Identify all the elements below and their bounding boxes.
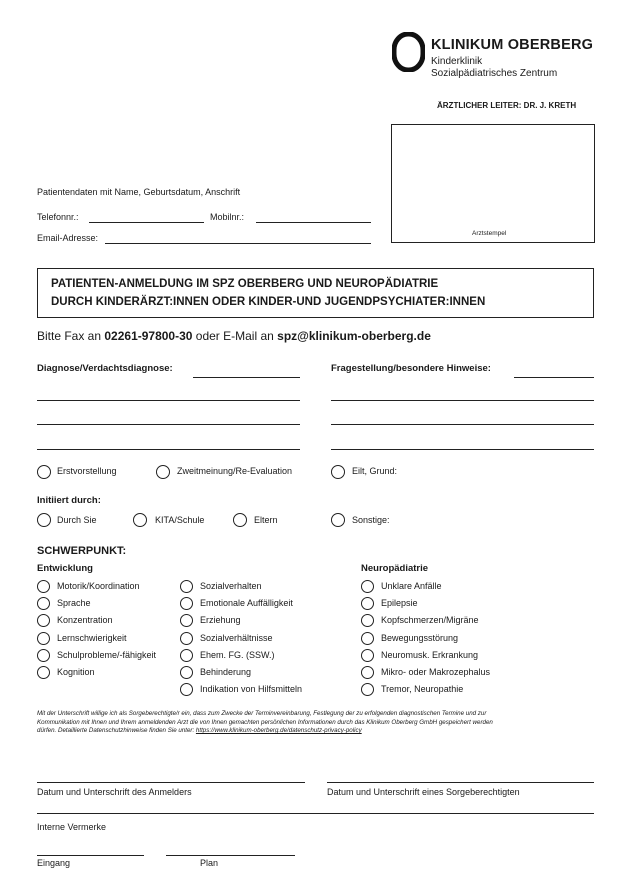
development-option-radio[interactable] — [180, 632, 193, 645]
brand-sub-kinderklinik: Kinderklinik — [431, 56, 483, 67]
plan-line[interactable] — [166, 855, 295, 856]
radio-kita-schule[interactable] — [133, 513, 147, 527]
development-option-label: Indikation von Hilfsmitteln — [200, 684, 303, 695]
consent-line-3-wrap — [37, 727, 493, 736]
phone-label: Telefonnr.: — [37, 212, 79, 222]
consent-line-3: dürfen. Detaillierte Datenschutzhinweise finden Sie unter: — [37, 727, 196, 734]
signature-left-label: Datum und Unterschrift des Anmelders — [37, 787, 192, 797]
development-option-radio[interactable] — [180, 580, 193, 593]
internal-label: Interne Vermerke — [37, 822, 107, 832]
development-option-label: Behinderung — [200, 667, 252, 677]
neuro-option-label: Epilepsie — [381, 598, 418, 609]
radio-zweitmeinung[interactable] — [156, 465, 170, 479]
neuro-option-label: Neuromusk. Erkrankung — [381, 649, 479, 660]
development-option-radio[interactable] — [180, 649, 193, 662]
development-option-radio[interactable] — [37, 632, 50, 645]
neuro-option-label: Unklare Anfälle — [381, 581, 442, 591]
option-eltern: Eltern — [254, 515, 278, 525]
separator-line — [37, 813, 594, 814]
title-box — [37, 268, 594, 318]
email-label: Email-Adresse: — [37, 233, 99, 243]
development-option-label: Ehem. FG. (SSW.) — [200, 649, 275, 660]
neuro-option-label: Mikro- oder Makrozephalus — [381, 667, 491, 677]
phone-field[interactable] — [89, 222, 204, 223]
development-option-radio[interactable] — [180, 614, 193, 627]
option-zweitmeinung: Zweitmeinung/Re-Evaluation — [177, 466, 293, 476]
mobile-field[interactable] — [256, 222, 371, 223]
development-option-label: Lernschwierigkeit — [57, 632, 127, 643]
mobile-label: Mobilnr.: — [210, 212, 245, 222]
entry-line[interactable] — [37, 855, 144, 856]
development-option-label: Erziehung — [200, 615, 241, 626]
development-option-radio[interactable] — [37, 580, 50, 593]
brand-name: KLINIKUM OBERBERG — [431, 37, 594, 53]
development-option-label: Sozialverhältnisse — [200, 632, 273, 643]
development-option-radio[interactable] — [37, 597, 50, 610]
radio-eltern[interactable] — [233, 513, 247, 527]
neuro-option-radio[interactable] — [361, 666, 374, 679]
development-option-radio[interactable] — [37, 666, 50, 679]
diagnosis-label: Diagnose/Verdachtsdiagnose: — [37, 363, 173, 374]
question-field-1[interactable] — [514, 377, 594, 378]
diagnosis-field-4[interactable] — [37, 449, 300, 450]
development-option-label: Emotionale Auffälligkeit — [200, 598, 293, 609]
contact-line — [37, 329, 431, 343]
diagnosis-field-3[interactable] — [37, 424, 300, 425]
question-label: Fragestellung/besondere Hinweise: — [331, 363, 491, 374]
patient-data-caption: Patientendaten mit Name, Geburtsdatum, Anschrift — [37, 187, 241, 197]
signature-line-right[interactable] — [327, 782, 594, 783]
klinikum-logo-icon — [392, 32, 425, 72]
radio-durch-sie[interactable] — [37, 513, 51, 527]
neuro-option-radio[interactable] — [361, 580, 374, 593]
initiated-label: Initiiert durch: — [37, 495, 101, 506]
question-field-4[interactable] — [331, 449, 594, 450]
contact-mid: oder E-Mail an — [192, 329, 278, 343]
title-line-2: DURCH KINDERÄRZT:INNEN ODER KINDER-UND JUGENDPSYCHIATER:INNEN — [51, 296, 486, 308]
development-option-radio[interactable] — [37, 649, 50, 662]
consent-text — [37, 710, 493, 736]
title-line-1: PATIENTEN-ANMELDUNG IM SPZ OBERBERG UND NEUROPÄDIATRIE — [51, 278, 439, 290]
medical-director: ÄRZTLICHER LEITER: DR. J. KRETH — [437, 101, 577, 110]
option-sonstige: Sonstige: — [352, 515, 390, 525]
neuro-option-radio[interactable] — [361, 614, 374, 627]
neuro-label: Neuropädiatrie — [361, 563, 429, 574]
fax-number: 02261-97800-30 — [104, 329, 193, 343]
question-field-3[interactable] — [331, 424, 594, 425]
diagnosis-field-2[interactable] — [37, 400, 300, 401]
option-kita-schule: KITA/Schule — [155, 515, 205, 525]
consent-line-2: Kommunikation mit Ihnen und Ihrem anmeldenden Arzt die von Ihnen gemachten persönlichen Informationen durch das Klinikum Oberberg GmbH gespeichert werden — [37, 718, 493, 726]
option-durch-sie: Durch Sie — [57, 515, 97, 525]
neuro-option-radio[interactable] — [361, 597, 374, 610]
development-option-label: Konzentration — [57, 615, 113, 626]
development-option-radio[interactable] — [37, 614, 50, 627]
radio-sonstige[interactable] — [331, 513, 345, 527]
development-option-radio[interactable] — [180, 666, 193, 679]
neuro-option-label: Kopfschmerzen/Migräne — [381, 615, 479, 626]
development-option-radio[interactable] — [180, 597, 193, 610]
neuro-option-radio[interactable] — [361, 683, 374, 696]
focus-title: SCHWERPUNKT: — [37, 545, 127, 557]
neuro-option-radio[interactable] — [361, 632, 374, 645]
contact-email[interactable]: spz@klinikum-oberberg.de — [277, 329, 431, 343]
contact-pre: Bitte Fax an — [37, 329, 105, 343]
development-option-label: Motorik/Koordination — [57, 581, 140, 591]
radio-erstvorstellung[interactable] — [37, 465, 51, 479]
email-field[interactable] — [105, 243, 371, 244]
question-field-2[interactable] — [331, 400, 594, 401]
signature-line-left[interactable] — [37, 782, 305, 783]
radio-eilt[interactable] — [331, 465, 345, 479]
entry-label: Eingang — [37, 858, 71, 868]
development-label: Entwicklung — [37, 563, 93, 574]
doctor-stamp-box[interactable] — [391, 124, 595, 243]
neuro-option-radio[interactable] — [361, 649, 374, 662]
development-option-label: Schulprobleme/-fähigkeit — [57, 649, 157, 660]
signature-right-label: Datum und Unterschrift eines Sorgeberechtigten — [327, 787, 520, 797]
neuro-option-label: Bewegungsstörung — [381, 632, 459, 643]
privacy-link[interactable]: https://www.klinikum-oberberg.de/datenschutz-privacy-policy — [195, 727, 362, 734]
diagnosis-field-1[interactable] — [193, 377, 300, 378]
development-option-label: Sprache — [57, 598, 91, 609]
option-eilt: Eilt, Grund: — [352, 466, 398, 476]
consent-line-1: Mit der Unterschrift willige ich als Sorgeberechtigte/r ein, dass zum Zwecke der Terminvereinbarung, Festlegung der zu erfolgenden diagnostischen Termine und zur — [37, 710, 487, 717]
development-option-radio[interactable] — [180, 683, 193, 696]
plan-label: Plan — [200, 858, 219, 868]
neuro-option-label: Tremor, Neuropathie — [381, 684, 464, 695]
development-option-label: Kognition — [57, 667, 95, 677]
development-option-label: Sozialverhalten — [200, 581, 262, 591]
brand-sub-spz: Sozialpädiatrisches Zentrum — [431, 68, 558, 79]
option-erstvorstellung: Erstvorstellung — [57, 466, 117, 476]
stamp-label: Arztstempel — [472, 230, 507, 237]
